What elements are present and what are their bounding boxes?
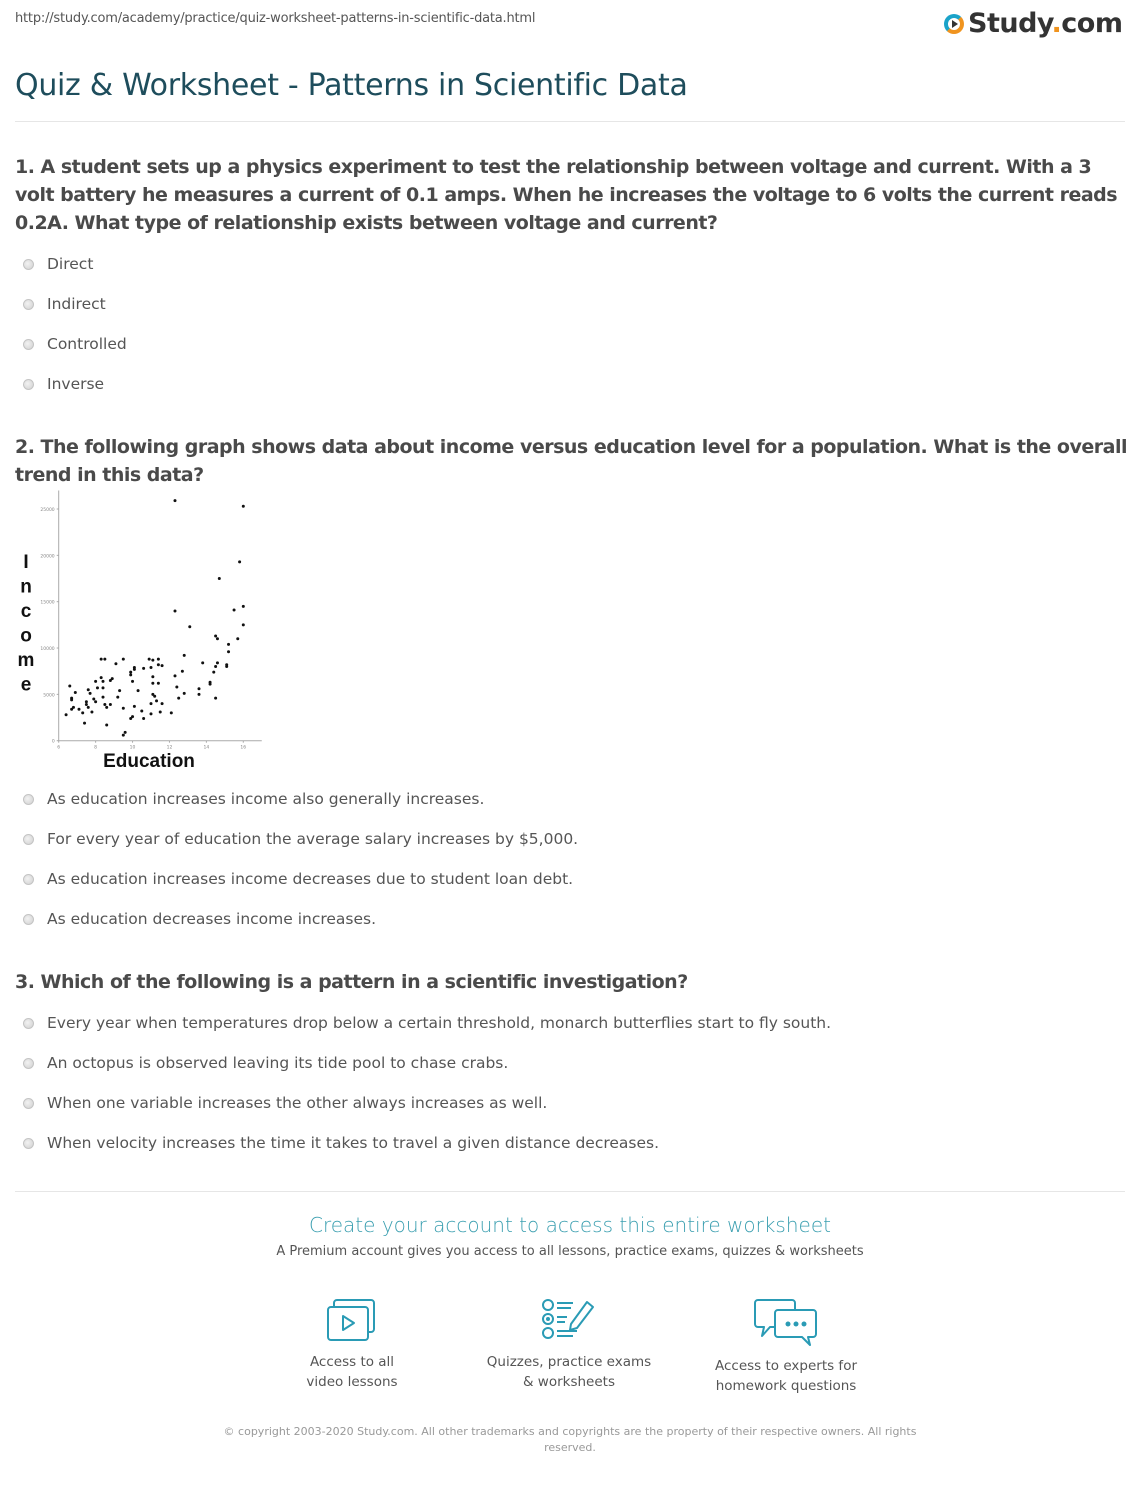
data-point bbox=[89, 692, 92, 695]
y-axis-label-letter: I bbox=[23, 552, 29, 573]
data-point bbox=[242, 505, 245, 508]
data-point bbox=[140, 710, 143, 713]
data-point bbox=[105, 723, 108, 726]
data-point bbox=[122, 734, 125, 737]
data-point bbox=[150, 702, 153, 705]
page-url: http://study.com/academy/practice/quiz-worksheet-patterns-in-scientific-data.html bbox=[15, 11, 536, 26]
data-point bbox=[170, 711, 173, 714]
data-point bbox=[109, 703, 112, 706]
data-point bbox=[87, 688, 90, 691]
x-tick-label: 8 bbox=[94, 745, 98, 751]
data-point bbox=[142, 667, 145, 670]
data-point bbox=[188, 625, 191, 628]
feature-label-line1: Quizzes, practice exams bbox=[486, 1354, 652, 1370]
option-label: Direct bbox=[47, 255, 94, 273]
y-tick-label: 20000 bbox=[40, 554, 55, 560]
data-point bbox=[214, 634, 217, 637]
income-education-scatter-chart bbox=[0, 490, 280, 780]
data-point bbox=[102, 680, 105, 683]
data-point bbox=[87, 706, 90, 709]
y-axis-label-letter: o bbox=[20, 625, 32, 647]
question-1-text: 1. A student sets up a physics experiment to test the relationship between voltage and current. With a 3 volt battery he measures a current of 0.1 amps. When he increases the voltage to 6 volts the current reads 0.2A. What type of relationship exists between voltage and current? bbox=[15, 156, 1118, 234]
data-point bbox=[175, 685, 178, 688]
option-label: For every year of education the average salary increases by $5,000. bbox=[47, 830, 579, 848]
x-tick-label: 16 bbox=[240, 745, 247, 751]
data-point bbox=[124, 731, 127, 734]
data-point bbox=[133, 705, 136, 708]
data-point bbox=[236, 637, 239, 640]
feature-experts bbox=[686, 1298, 886, 1396]
play-logo-icon bbox=[944, 14, 964, 34]
data-point bbox=[131, 715, 134, 718]
data-point bbox=[157, 682, 160, 685]
data-point bbox=[122, 707, 125, 710]
data-point bbox=[197, 687, 200, 690]
data-point bbox=[100, 658, 103, 661]
data-point bbox=[96, 686, 99, 689]
data-point bbox=[81, 711, 84, 714]
question-3-text: 3. Which of the following is a pattern in a scientific investigation? bbox=[15, 971, 688, 993]
feature-label-line2: & worksheets bbox=[522, 1374, 615, 1390]
y-axis-label-letter: n bbox=[20, 576, 32, 598]
data-point bbox=[68, 685, 71, 688]
y-tick-label: 5000 bbox=[43, 693, 55, 699]
q2-option-2[interactable] bbox=[23, 830, 578, 848]
data-point bbox=[148, 658, 151, 661]
y-tick-label: 0 bbox=[51, 739, 55, 745]
data-point bbox=[105, 706, 108, 709]
data-point bbox=[94, 700, 97, 703]
q1-option-indirect[interactable] bbox=[23, 295, 106, 313]
radio-button[interactable] bbox=[23, 1018, 34, 1029]
data-point bbox=[85, 700, 88, 703]
radio-button[interactable] bbox=[23, 299, 34, 310]
feature-label-line2: homework questions bbox=[715, 1378, 857, 1394]
data-point bbox=[214, 697, 217, 700]
video-lessons-icon bbox=[326, 1298, 378, 1342]
option-label: As education increases income decreases due to student loan debt. bbox=[47, 870, 574, 888]
feature-label-line2: video lessons bbox=[306, 1374, 398, 1390]
option-label: Every year when temperatures drop below a certain threshold, monarch butterflies start to fly south. bbox=[47, 1014, 832, 1032]
data-point bbox=[129, 671, 132, 674]
cta-subtitle: A Premium account gives you access to all lessons, practice exams, quizzes & worksheets bbox=[276, 1244, 864, 1259]
x-axis-label: Education bbox=[103, 751, 195, 772]
data-point bbox=[133, 668, 136, 671]
data-point bbox=[100, 676, 103, 679]
question-2-text: 2. The following graph shows data about income versus education level for a population. What is the overall trend in this data? bbox=[15, 436, 1127, 486]
logo-text: Study.com bbox=[968, 8, 1123, 39]
data-point bbox=[242, 605, 245, 608]
data-point bbox=[159, 710, 162, 713]
data-point bbox=[78, 708, 81, 711]
data-point bbox=[103, 658, 106, 661]
q2-option-4[interactable] bbox=[23, 910, 376, 928]
data-point bbox=[209, 681, 212, 684]
option-label: Controlled bbox=[47, 335, 127, 353]
data-point bbox=[151, 682, 154, 685]
data-point bbox=[92, 697, 95, 700]
data-point bbox=[214, 665, 217, 668]
data-point bbox=[131, 680, 134, 683]
radio-button[interactable] bbox=[23, 1098, 34, 1109]
data-point bbox=[83, 722, 86, 725]
data-point bbox=[102, 696, 105, 699]
data-point bbox=[173, 674, 176, 677]
data-point bbox=[151, 659, 154, 662]
radio-button[interactable] bbox=[23, 874, 34, 885]
create-account-link[interactable]: Create your account to access this entire worksheet bbox=[309, 1213, 831, 1237]
data-point bbox=[85, 703, 88, 706]
data-point bbox=[118, 689, 121, 692]
y-axis-label-letter: e bbox=[20, 674, 32, 696]
study-com-logo[interactable] bbox=[944, 8, 1123, 39]
data-point bbox=[242, 623, 245, 626]
q3-option-1[interactable] bbox=[23, 1014, 831, 1032]
option-label: As education decreases income increases. bbox=[47, 910, 377, 928]
data-point bbox=[102, 686, 105, 689]
data-point bbox=[116, 696, 119, 699]
scatter-svg bbox=[0, 490, 280, 780]
data-point bbox=[227, 643, 230, 646]
data-point bbox=[157, 663, 160, 666]
data-point bbox=[155, 699, 158, 702]
q1-option-controlled[interactable] bbox=[23, 335, 127, 353]
option-label: When velocity increases the time it takes to travel a given distance decreases. bbox=[47, 1134, 660, 1152]
data-point bbox=[129, 673, 132, 676]
data-point bbox=[94, 680, 97, 683]
y-tick-label: 10000 bbox=[40, 647, 55, 653]
data-point bbox=[161, 664, 164, 667]
x-tick-label: 12 bbox=[166, 745, 173, 751]
y-axis-label-letter: c bbox=[20, 601, 32, 622]
data-point bbox=[161, 702, 164, 705]
feature-video-lessons bbox=[252, 1298, 452, 1392]
data-point bbox=[197, 693, 200, 696]
data-point bbox=[238, 560, 241, 563]
data-point bbox=[153, 695, 156, 698]
feature-label-line1: Access to all bbox=[309, 1354, 395, 1370]
data-point bbox=[227, 650, 230, 653]
y-axis-label-letter: m bbox=[17, 650, 35, 671]
data-point bbox=[183, 692, 186, 695]
q1-option-inverse[interactable] bbox=[23, 375, 104, 393]
radio-button[interactable] bbox=[23, 914, 34, 925]
y-tick-label: 15000 bbox=[40, 600, 55, 606]
x-tick-label: 10 bbox=[129, 745, 136, 751]
chat-experts-icon bbox=[754, 1298, 818, 1346]
data-point bbox=[150, 712, 153, 715]
data-point bbox=[177, 697, 180, 700]
q3-option-3[interactable] bbox=[23, 1094, 547, 1112]
data-point bbox=[173, 499, 176, 502]
option-label: An octopus is observed leaving its tide pool to chase crabs. bbox=[47, 1054, 509, 1072]
y-axis-label bbox=[18, 552, 35, 696]
q1-option-direct[interactable] bbox=[23, 255, 93, 273]
data-point bbox=[65, 713, 68, 716]
radio-button[interactable] bbox=[23, 834, 34, 845]
data-point bbox=[142, 717, 145, 720]
y-tick-label: 25000 bbox=[40, 508, 55, 513]
data-point bbox=[103, 703, 106, 706]
data-point bbox=[70, 698, 73, 701]
data-point bbox=[111, 677, 114, 680]
page-title: Quiz & Worksheet - Patterns in Scientific Data bbox=[15, 68, 688, 103]
radio-button[interactable] bbox=[23, 379, 34, 390]
copyright-notice: © copyright 2003-2020 Study.com. All other trademarks and copyrights are the property of their respective owners. All rights reserved. bbox=[223, 1425, 917, 1454]
x-tick-label: 6 bbox=[57, 745, 61, 751]
q2-option-1[interactable] bbox=[23, 790, 484, 808]
radio-button[interactable] bbox=[23, 1138, 34, 1149]
option-label: Inverse bbox=[47, 375, 105, 393]
feature-label-line1: Access to experts for bbox=[714, 1358, 857, 1374]
data-point bbox=[212, 671, 215, 674]
data-point bbox=[173, 609, 176, 612]
radio-button[interactable] bbox=[23, 259, 34, 270]
data-point bbox=[157, 658, 160, 661]
radio-button[interactable] bbox=[23, 1058, 34, 1069]
data-point bbox=[216, 661, 219, 664]
data-point bbox=[218, 577, 221, 580]
data-point bbox=[72, 706, 75, 709]
data-point bbox=[122, 658, 125, 661]
option-label: Indirect bbox=[47, 295, 106, 313]
data-point bbox=[137, 689, 140, 692]
feature-quizzes bbox=[469, 1298, 669, 1392]
data-point bbox=[181, 670, 184, 673]
option-label: When one variable increases the other always increases as well. bbox=[47, 1094, 548, 1112]
data-point bbox=[150, 666, 153, 669]
data-point bbox=[114, 662, 117, 665]
quiz-checklist-icon bbox=[541, 1298, 597, 1342]
q2-option-3[interactable] bbox=[23, 870, 573, 888]
data-point bbox=[233, 609, 236, 612]
data-point bbox=[74, 691, 77, 694]
data-point bbox=[225, 663, 228, 666]
data-point bbox=[183, 654, 186, 657]
title-divider bbox=[15, 121, 1125, 122]
data-point bbox=[151, 675, 154, 678]
data-point bbox=[216, 637, 219, 640]
data-point bbox=[201, 661, 204, 664]
radio-button[interactable] bbox=[23, 794, 34, 805]
x-tick-label: 14 bbox=[203, 745, 210, 751]
data-point bbox=[90, 710, 93, 713]
option-label: As education increases income also generally increases. bbox=[47, 790, 485, 808]
radio-button[interactable] bbox=[23, 339, 34, 350]
cta-divider bbox=[15, 1191, 1125, 1192]
q3-option-4[interactable] bbox=[23, 1134, 659, 1152]
q3-option-2[interactable] bbox=[23, 1054, 508, 1072]
